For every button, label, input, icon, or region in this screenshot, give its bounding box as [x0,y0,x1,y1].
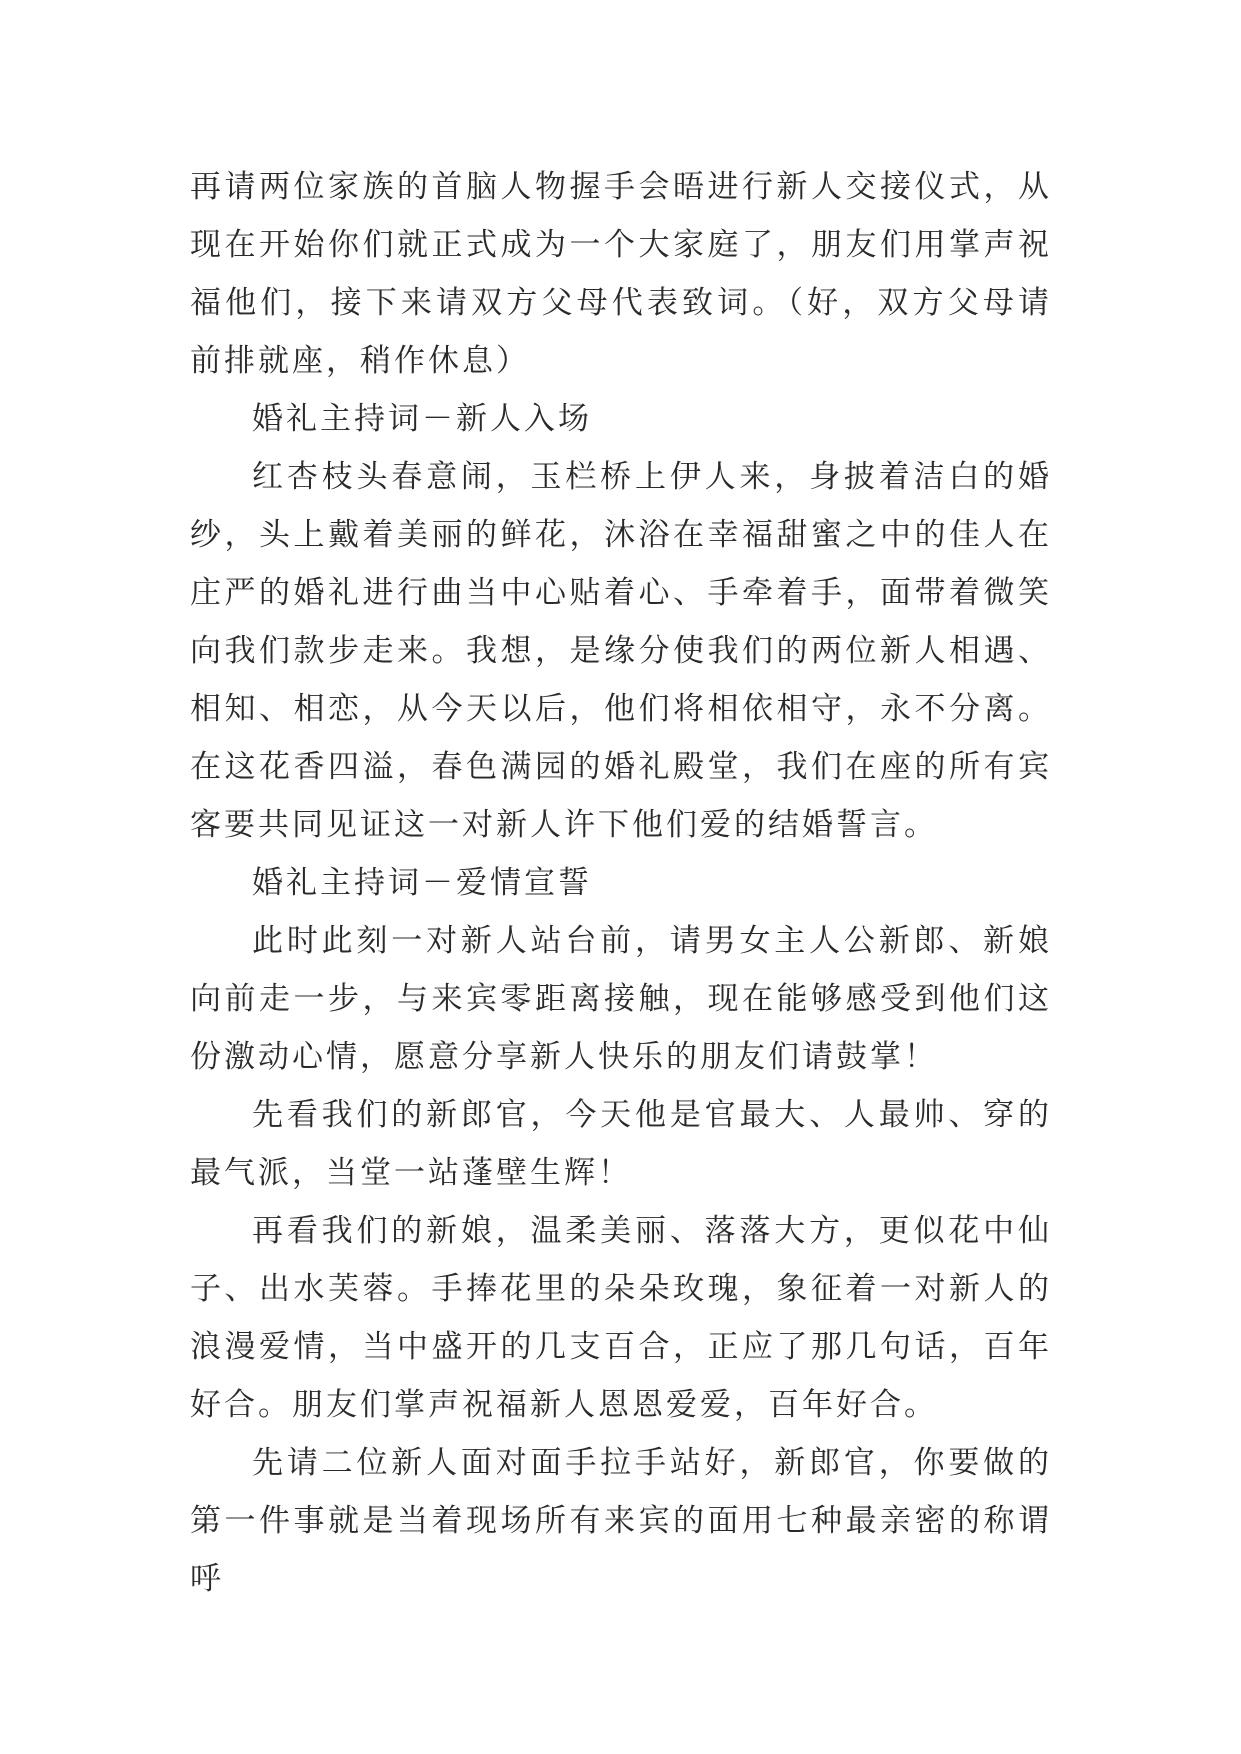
paragraph-step-forward: 此时此刻一对新人站台前，请男女主人公新郎、新娘向前走一步，与来宾零距离接触，现在能够感受到他们这份激动心情，愿意分享新人快乐的朋友们请鼓掌！ [190,923,1052,1075]
section-heading-love-vows: 婚礼主持词－爱情宣誓 [252,865,592,901]
paragraph-couple-entrance: 红杏枝头春意闹，玉栏桥上伊人来，身披着洁白的婚纱，头上戴着美丽的鲜花，沐浴在幸福甜蜜之中的佳人在庄严的婚礼进行曲当中心贴着心、手牵着手，面带着微笑向我们款步走来。我想，是缘分使我们的两位新人相遇、相知、相恋，从今天以后，他们将相依相守，永不分离。在这花香四溢，春色满园的婚礼殿堂，我们在座的所有宾客要共同见证这一对新人许下他们爱的结婚誓言。 [190,459,1052,843]
document-body [190,158,1052,1608]
paragraph-handover-ceremony: 再请两位家族的首脑人物握手会晤进行新人交接仪式，从现在开始你们就正式成为一个大家庭了，朋友们用掌声祝福他们，接下来请双方父母代表致词。（好，双方父母请前排就座，稍作休息） [190,169,1052,379]
paragraph-face-to-face: 先请二位新人面对面手拉手站好，新郎官，你要做的第一件事就是当着现场所有来宾的面用七种最亲密的称谓呼 [190,1445,1052,1597]
paragraph-bride: 再看我们的新娘，温柔美丽、落落大方，更似花中仙子、出水芙蓉。手捧花里的朵朵玫瑰，象征着一对新人的浪漫爱情，当中盛开的几支百合，正应了那几句话，百年好合。朋友们掌声祝福新人恩恩爱爱，百年好合。 [190,1213,1052,1423]
section-heading-couple-entrance: 婚礼主持词－新人入场 [252,401,592,437]
paragraph-groom: 先看我们的新郎官，今天他是官最大、人最帅、穿的最气派，当堂一站蓬壁生辉！ [190,1097,1052,1191]
